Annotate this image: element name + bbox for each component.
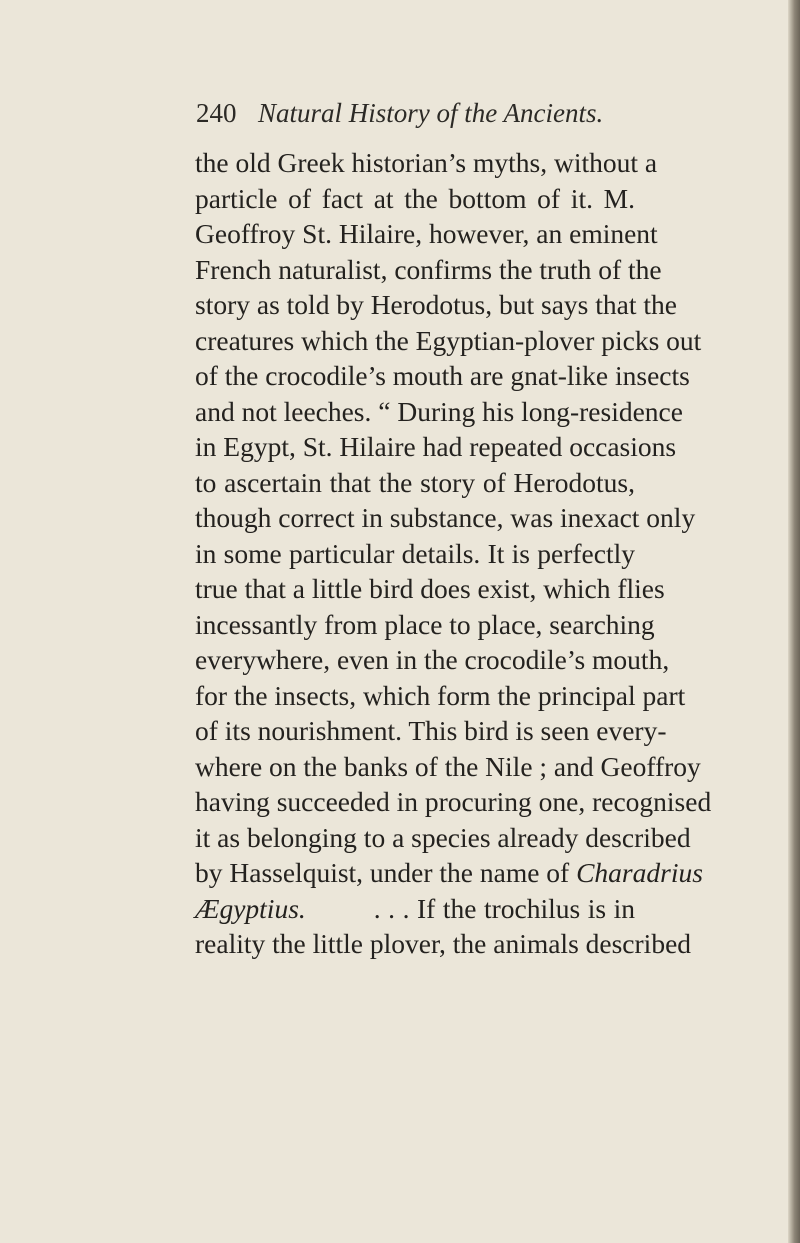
running-title: Natural History of the Ancients.: [258, 98, 604, 128]
text-line: having succeeded in procuring one, recognised: [195, 786, 712, 817]
text-line: French naturalist, confirms the truth of the: [195, 253, 662, 285]
line-text: by Hasselquist, under the name of: [195, 857, 570, 888]
text-line: incessantly from place to place, searching: [195, 608, 655, 640]
body-text: [195, 145, 712, 962]
text-line: particle of fact at the bottom of it. M.: [195, 182, 635, 214]
text-line: though correct in substance, was inexact only: [195, 502, 696, 533]
ellipsis: . . .: [373, 892, 410, 924]
text-line: creatures which the Egyptian-plover picks out: [195, 324, 702, 356]
running-head: [196, 96, 636, 136]
text-line: everywhere, even in the crocodile’s mouth,: [195, 644, 670, 675]
line-text: If the trochilus is in: [416, 892, 635, 924]
italic-species-name: Ægyptius.: [195, 892, 306, 924]
text-line: story as told by Herodotus, but says that the: [195, 289, 677, 320]
text-line-with-italic: [195, 891, 635, 927]
text-line: Geoffroy St. Hilaire, however, an eminent: [195, 218, 658, 249]
text-line-with-italic: [195, 855, 703, 891]
text-line: to ascertain that the story of Herodotus,: [195, 466, 635, 498]
italic-species-name: Charadrius: [576, 857, 703, 888]
page-number: 240: [196, 98, 237, 128]
text-line: of the crocodile’s mouth are gnat-like insects: [195, 360, 690, 391]
text-line: in Egypt, St. Hilaire had repeated occasions: [195, 431, 677, 462]
text-line: of its nourishment. This bird is seen every-: [195, 715, 667, 746]
text-line: reality the little plover, the animals described: [195, 928, 692, 959]
text-line: where on the banks of the Nile ; and Geoffroy: [195, 750, 701, 782]
text-line: and not leeches. “ During his long-residence: [195, 395, 683, 427]
page-edge-shadow: [788, 0, 800, 1243]
text-line: for the insects, which form the principal part: [195, 679, 686, 711]
text-line: in some particular details. It is perfectly: [195, 537, 635, 569]
text-line: the old Greek historian’s myths, without a: [195, 147, 658, 178]
text-line: it as belonging to a species already described: [195, 821, 691, 853]
text-line: true that a little bird does exist, which flies: [195, 573, 665, 604]
